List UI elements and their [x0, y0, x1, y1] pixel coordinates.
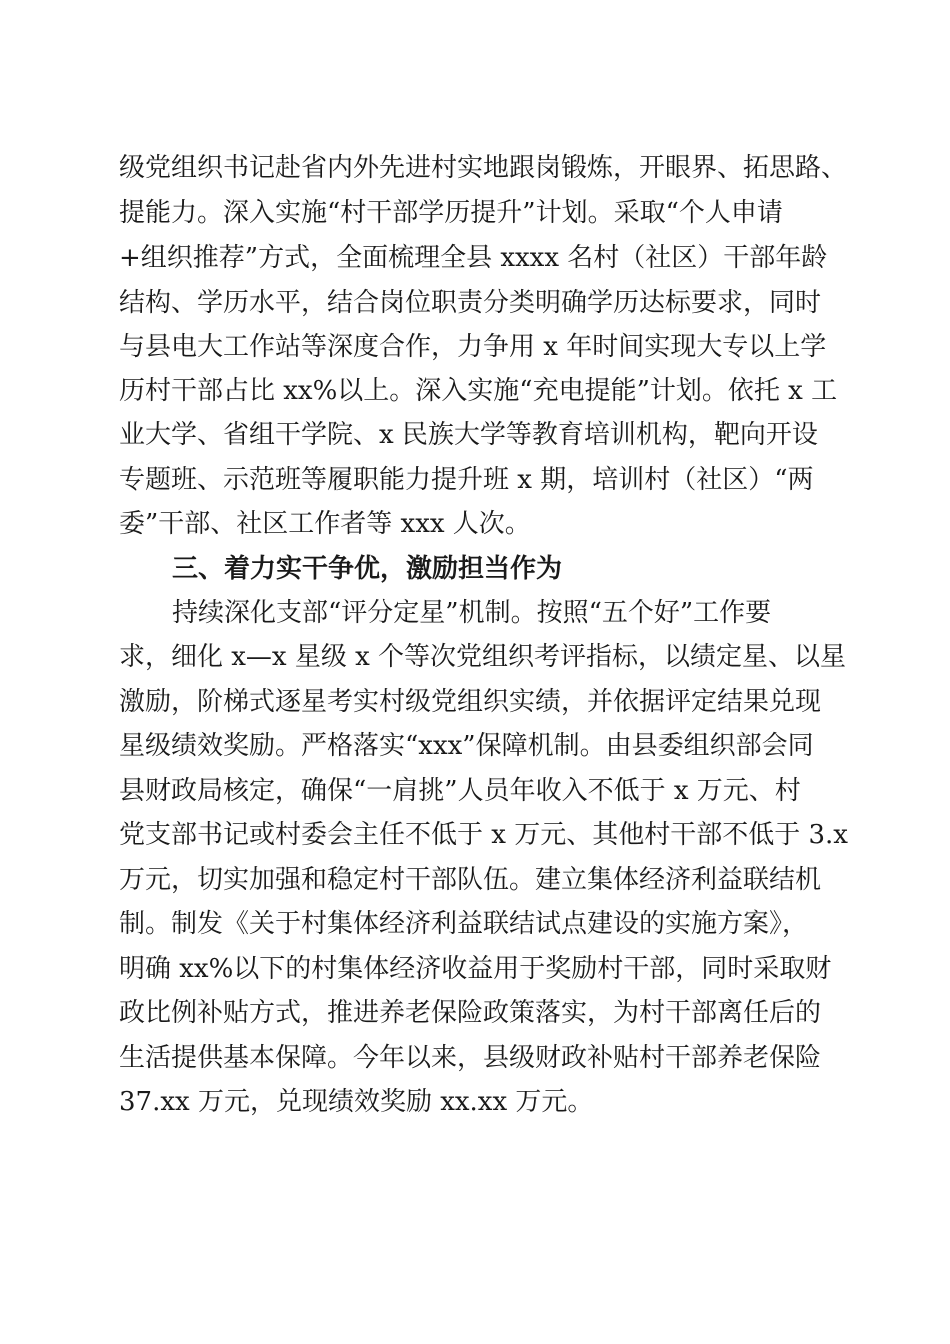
body-text-line: 历村干部占比 xx%以上。深入实施“充电提能”计划。依托 x 工 — [119, 376, 838, 406]
body-text-line: 业大学、省组干学院、x 民族大学等教育培训机构，靶向开设 — [119, 420, 818, 450]
body-text-line: 与县电大工作站等深度合作，力争用 x 年时间实现大专以上学 — [119, 332, 827, 362]
body-text-line: 生活提供基本保障。今年以来，县级财政补贴村干部养老保险 — [119, 1043, 822, 1073]
body-text-line: 万元，切实加强和稳定村干部队伍。建立集体经济利益联结机 — [119, 865, 822, 895]
body-text-line: 持续深化支部“评分定星”机制。按照“五个好”工作要 — [172, 598, 772, 628]
body-text-line: 政比例补贴方式，推进养老保险政策落实，为村干部离任后的 — [119, 998, 822, 1028]
body-text-line: 明确 xx%以下的村集体经济收益用于奖励村干部，同时采取财 — [119, 954, 832, 984]
body-text-line: 制。制发《关于村集体经济利益联结试点建设的实施方案》， — [119, 909, 809, 939]
body-text-line: 专题班、示范班等履职能力提升班 x 期，培训村（社区）“两 — [119, 465, 814, 495]
body-text-line: 37.xx 万元，兑现绩效奖励 xx.xx 万元。 — [119, 1087, 594, 1117]
body-text-line: 委”干部、社区工作者等 xxx 人次。 — [119, 509, 531, 539]
body-text-line: 县财政局核定，确保“一肩挑”人员年收入不低于 x 万元、村 — [119, 776, 801, 806]
section-heading: 三、着力实干争优，激励担当作为 — [172, 554, 563, 584]
body-text-line: 党支部书记或村委会主任不低于 x 万元、其他村干部不低于 3.x — [119, 820, 848, 850]
body-text-line: 激励，阶梯式逐星考实村级党组织实绩，并依据评定结果兑现 — [119, 687, 822, 717]
body-text-line: 级党组织书记赴省内外先进村实地跟岗锻炼，开眼界、拓思路、 — [119, 153, 848, 183]
body-text-line: 提能力。深入实施“村干部学历提升”计划。采取“个人申请 — [119, 198, 783, 228]
body-text-line: 结构、学历水平，结合岗位职责分类明确学历达标要求，同时 — [119, 288, 822, 318]
body-text-line: 求，细化 x—x 星级 x 个等次党组织考评指标，以绩定星、以星 — [119, 642, 847, 672]
body-text-line: +组织推荐”方式，全面梳理全县 xxxx 名村（社区）干部年龄 — [119, 243, 828, 273]
body-text-line: 星级绩效奖励。严格落实“xxx”保障机制。由县委组织部会同 — [119, 731, 814, 761]
